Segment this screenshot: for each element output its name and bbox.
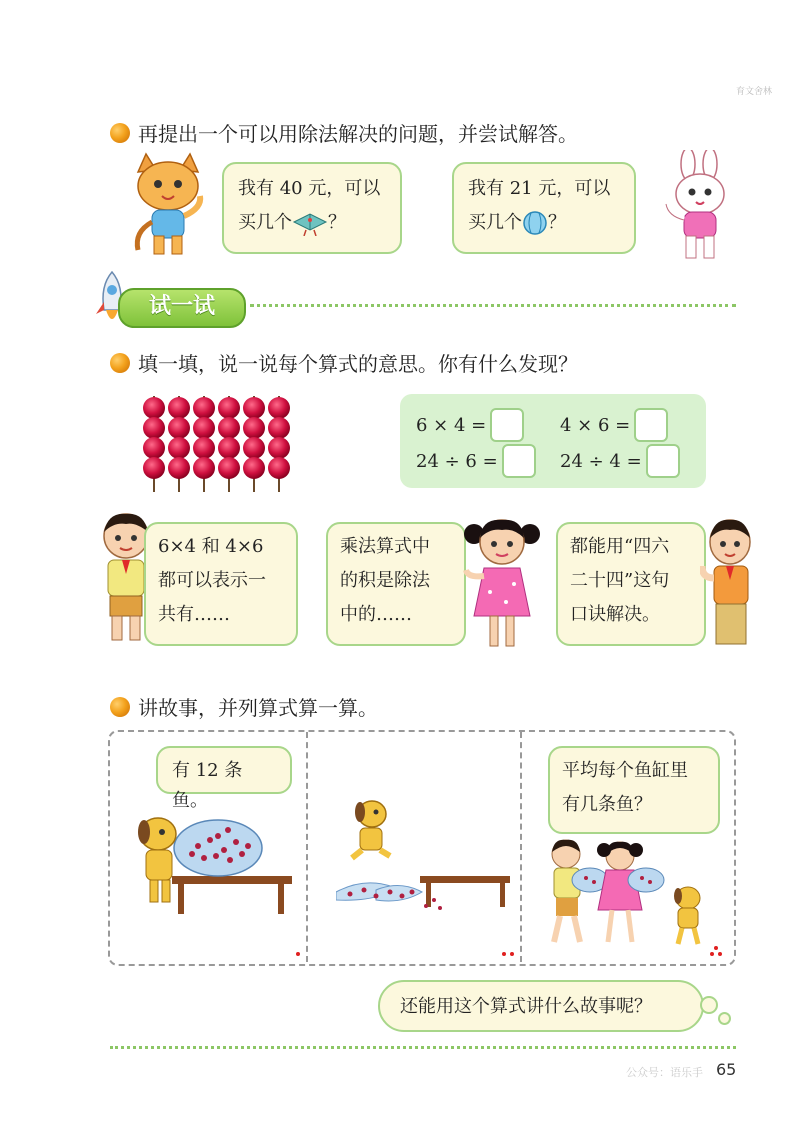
fish-count-dot: [714, 946, 718, 950]
section3-heading-text: 讲故事，并列算式算一算。: [138, 696, 378, 720]
boy1-bubble-line3: 共有……: [158, 604, 230, 625]
boy2-bubble-line3: 口诀解决。: [570, 604, 660, 625]
section1-heading: [110, 118, 578, 147]
section-divider-top: [250, 304, 736, 307]
answer-input-box[interactable]: [634, 408, 668, 442]
equation-text: 4 × 6 =: [560, 414, 631, 436]
panel3-bubble-line2: 有几条鱼？: [562, 794, 652, 815]
panel3-bubble-line1: 平均每个鱼缸里: [562, 760, 688, 781]
answer-input-box[interactable]: [502, 444, 536, 478]
kite-icon: [292, 210, 328, 236]
boy1-bubble-line1: 6×4 和 4×6: [158, 536, 264, 557]
equation-text: 6 × 4 =: [416, 414, 487, 436]
page-number: 65: [716, 1060, 737, 1079]
bullet-icon: [110, 123, 130, 143]
girl-speech-bubble: [326, 522, 466, 646]
section2-heading-text: 填一填，说一说每个算式的意思。你有什么发现？: [138, 352, 578, 376]
girl-illustration-icon: [460, 512, 544, 656]
cat-speech-bubble: [222, 162, 402, 254]
rabbit-speech-bubble: [452, 162, 636, 254]
answer-input-box[interactable]: [490, 408, 524, 442]
rabbit-bubble-line2-suffix: ？: [548, 212, 566, 233]
section-divider-bottom: [110, 1046, 736, 1049]
section1-heading-text: 再提出一个可以用除法解决的问题，并尝试解答。: [138, 122, 578, 146]
rabbit-bubble-line2: [468, 206, 620, 240]
cat-bubble-line2: [238, 206, 386, 240]
dog-with-fish-tank-illustration-icon: [132, 806, 292, 916]
candied-haws-illustration-icon: [138, 394, 298, 494]
girl-bubble-line1: 乘法算式中: [340, 536, 430, 557]
girl-bubble-line3: 中的……: [340, 604, 412, 625]
corner-text: 育文舍林: [736, 87, 773, 97]
bullet-icon: [110, 353, 130, 373]
bullet-icon: [110, 697, 130, 717]
story-panel-divider: [306, 732, 308, 962]
thought-bubble-dot: [718, 1012, 731, 1025]
thought-bubble-dot: [700, 996, 718, 1014]
section3-heading: [110, 692, 378, 721]
rabbit-bubble-line2-prefix: 买几个: [468, 212, 522, 233]
equation-row: [560, 408, 668, 442]
children-carrying-fish-tanks-illustration-icon: [540, 838, 716, 952]
fish-count-dot: [296, 952, 300, 956]
boy1-bubble-line2: 都可以表示一: [158, 570, 266, 591]
boy2-bubble-line1: 都能用“四六: [570, 536, 670, 557]
boy1-speech-bubble: [144, 522, 298, 646]
dog-spilled-fish-illustration-icon: [336, 796, 512, 920]
fish-count-dot: [510, 952, 514, 956]
ball-icon: [522, 210, 548, 236]
calculation-panel: [400, 394, 706, 488]
panel1-speech-bubble: 有 12 条鱼。: [156, 746, 292, 794]
equation-row: [560, 444, 680, 478]
equation-text: 24 ÷ 6 =: [416, 450, 498, 472]
equation-text: 24 ÷ 4 =: [560, 450, 642, 472]
cat-bubble-line1: 我有 40 元，可以: [238, 178, 381, 199]
fish-count-dot: [710, 952, 714, 956]
boy2-illustration-icon: [700, 516, 762, 654]
fish-count-dot: [502, 952, 506, 956]
cat-illustration-icon: [128, 152, 208, 262]
cat-bubble-line2-prefix: 买几个: [238, 212, 292, 233]
section2-heading: [110, 348, 578, 377]
story-question-bubble: 还能用这个算式讲什么故事呢？: [378, 980, 704, 1032]
cat-bubble-line2-suffix: ？: [328, 212, 346, 233]
equation-row: [416, 444, 536, 478]
fish-count-dot: [718, 952, 722, 956]
rabbit-bubble-line1: 我有 21 元，可以: [468, 178, 611, 199]
boy2-bubble-line2: 二十四”这句: [570, 570, 670, 591]
answer-input-box[interactable]: [646, 444, 680, 478]
rabbit-illustration-icon: [658, 150, 742, 266]
footer-watermark: 公众号：语乐手: [626, 1066, 703, 1079]
story-panel-divider: [520, 732, 522, 962]
equation-row: [416, 408, 524, 442]
try-it-badge: 试一试: [118, 288, 246, 328]
boy2-speech-bubble: [556, 522, 706, 646]
panel3-speech-bubble: [548, 746, 720, 834]
girl-bubble-line2: 的积是除法: [340, 570, 430, 591]
